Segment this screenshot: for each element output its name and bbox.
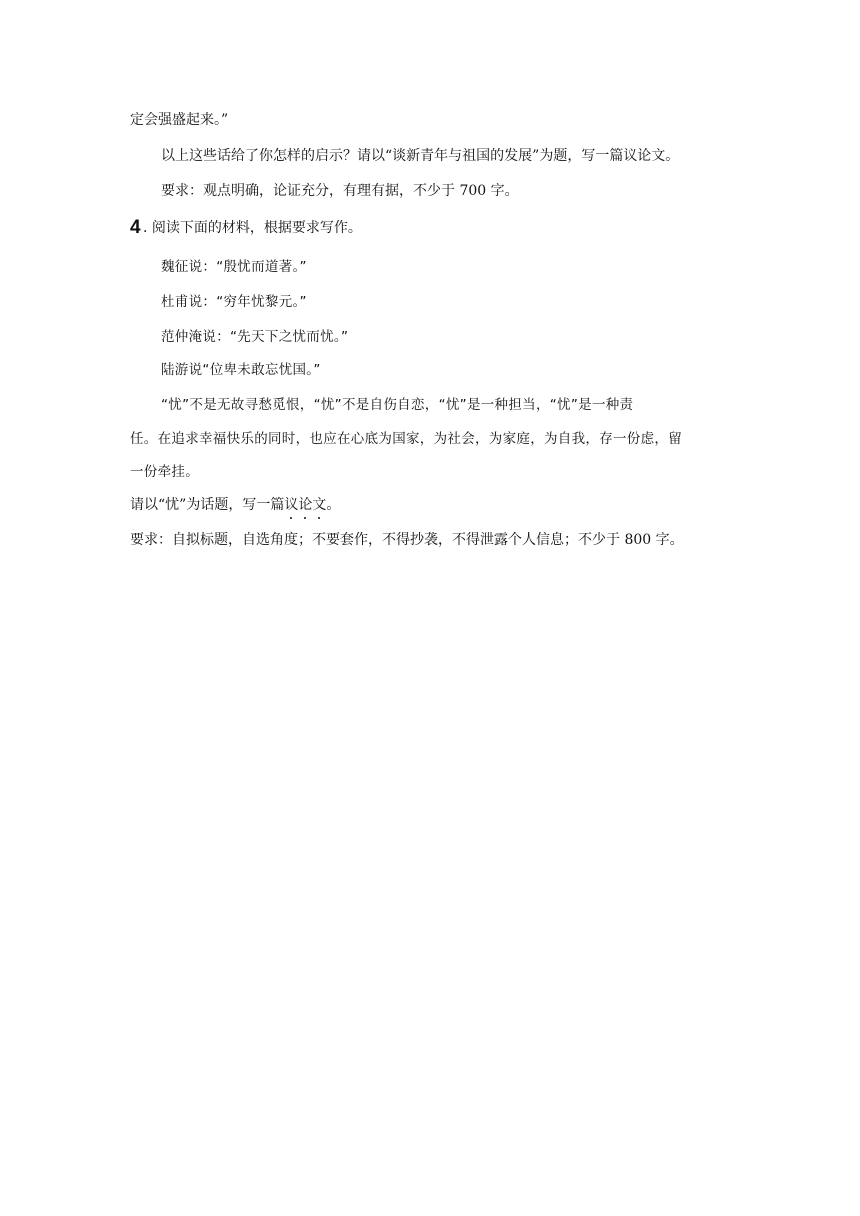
quote-line: 陆游说“位卑未敢忘忧国。” <box>161 362 321 378</box>
material-paragraph-line: “忧”不是无故寻愁觅恨，“忧”不是自伤自恋，“忧”是一种担当，“忧”是一种责 <box>161 397 634 413</box>
essay-requirement-line: 要求：观点明确，论证充分，有理有据，不少于 700 字。 <box>161 183 519 199</box>
emphasized-char: 论 <box>298 497 313 513</box>
task-requirement-line: 要求：自拟标题，自选角度；不要套作，不得抄袭，不得泄露个人信息；不少于 800 字。 <box>130 532 684 548</box>
continued-quote-line: 定会强盛起来。” <box>130 112 229 128</box>
question-intro: . 阅读下面的材料，根据要求写作。 <box>143 220 362 236</box>
material-paragraph-line: 一份牵挂。 <box>130 464 199 480</box>
quote-line: 魏征说：“殷忧而道著。” <box>161 259 307 275</box>
task-line <box>130 495 340 515</box>
task-prefix: 请以“忧”为话题，写一篇 <box>130 497 285 513</box>
task-suffix: 。 <box>326 497 341 513</box>
quote-line: 杜甫说：“穷年忧黎元。” <box>161 294 307 310</box>
question-number: 4 <box>130 217 141 238</box>
essay-prompt-line: 以上这些话给了你怎样的启示？请以“谈新青年与祖国的发展”为题，写一篇议论文。 <box>161 148 680 164</box>
emphasized-char: 议 <box>284 497 299 513</box>
quote-line: 范仲淹说：“先天下之忧而忧。” <box>161 329 349 345</box>
emphasized-char: 文 <box>312 497 327 513</box>
material-paragraph-line: 任。在追求幸福快乐的同时，也应在心底为国家，为社会，为家庭，为自我，存一份虑，留 <box>130 431 682 447</box>
